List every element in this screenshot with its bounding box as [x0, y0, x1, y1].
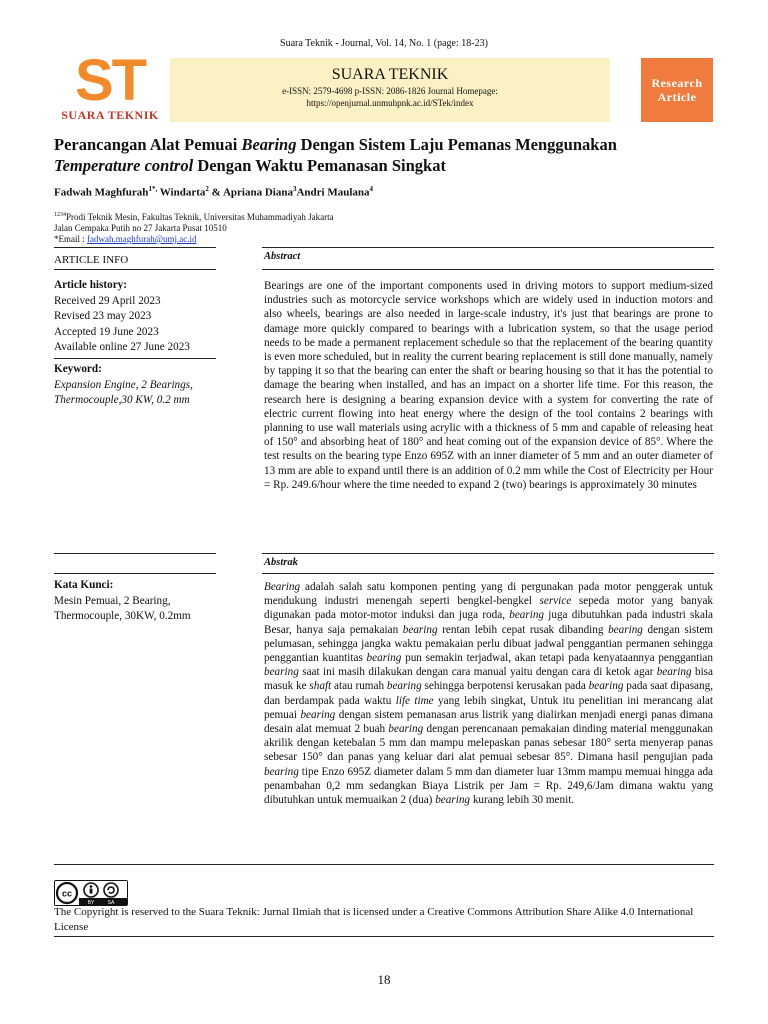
abstrak-heading: Abstrak [264, 557, 298, 568]
abstrak-italic-term: service [539, 595, 572, 608]
abstrak-segment: kurang lebih 30 menit. [470, 794, 575, 807]
journal-issn: e-ISSN: 2579-4698 p-ISSN: 2086-1826 Journal Homepage: [282, 86, 498, 96]
abstrak-italic-term: bearing [300, 708, 336, 721]
email-link[interactable]: fadwah.maghfurah@umj.ac.id [87, 234, 197, 244]
abstrak-italic-term: bearing [366, 652, 402, 665]
article-info-heading: ARTICLE INFO [54, 254, 129, 266]
author-sup: 3 [292, 185, 297, 193]
abstrak-italic-term: bearing [264, 765, 299, 778]
abstrak-segment: tipe Enzo 695Z diameter dalam 5 mm dan diameter luar 13mm mampu memuai hingga ada penambahan 0,2 mm sedangkan Biaya Listrik per Jam = Rp. 249,6/Jam dimana waktu yang dibutuhkan untuk memuaikan 2 (dua) [264, 765, 713, 807]
abstrak-text [264, 580, 713, 807]
research-article-badge [641, 58, 713, 122]
history-label: Article history: [54, 279, 128, 291]
author-name: Apriana Diana [222, 186, 293, 199]
logo-name: SUARA TEKNIK [61, 108, 159, 122]
author-list [54, 185, 714, 199]
by-label: BY [87, 900, 95, 905]
abstract-heading: Abstract [264, 251, 301, 262]
logo-letters: ST [74, 48, 146, 113]
affiliation [54, 210, 714, 245]
title-part: Perancangan Alat Pemuai [54, 135, 242, 154]
divider [262, 269, 714, 270]
kata-kunci-block [54, 578, 216, 625]
license-text: The Copyright is reserved to the Suara Teknik: Jurnal Ilmiah that is licensed under a Creative Commons Attribution Share Alike 4.0 International License [54, 906, 694, 933]
divider [54, 247, 216, 248]
sa-label: SA [107, 900, 115, 905]
abstrak-italic-term: bearing [656, 666, 692, 679]
keywords: Expansion Engine, 2 Bearings, Thermocouple,30 KW, 0.2 mm [54, 378, 193, 406]
abstrak-segment: dengan sistem pelumasan, sehingga jangka waktu pemakaian perlu dibuat jadwal penggantian permanen sehingga penggantian kuantitas [264, 623, 713, 665]
abstrak-italic-term: bearing [402, 623, 438, 636]
abstrak-italic-term: bearing [388, 723, 424, 736]
divider [54, 269, 216, 270]
author-sup: 4 [369, 185, 373, 193]
abstrak-segment: atau rumah [331, 680, 387, 693]
author-name: Fadwah Maghfurah [54, 186, 149, 199]
cc-by-sa-icon [55, 881, 127, 905]
keywords-block [54, 362, 216, 409]
online-date: Available online 27 June 2023 [54, 341, 190, 353]
revised-date: Revised 23 may 2023 [54, 310, 152, 322]
abstrak-italic-term: life time [395, 694, 434, 707]
svg-text:cc: cc [61, 888, 73, 899]
divider [54, 864, 714, 865]
affil-line-2: Jalan Cempaka Putih no 27 Jakarta Pusat 10510 [54, 223, 227, 233]
abstrak-segment: juga dibutuhkan pada industri skala Besar, hanya saja pemakaian [264, 609, 713, 636]
abstrak-italic-term: Bearing [264, 581, 301, 593]
abstrak-segment: sehingga berpotensi kerusakan pada [421, 680, 589, 693]
abstrak-segment: pun semakin terjadwal, akan tetapi pada kenyataannya penggantian [401, 652, 713, 665]
abstrak-segment: rentan lebih cepat rusak dibanding [437, 623, 609, 636]
abstrak-segment: adalah salah satu komponen penting yang di pergunakan pada motor penggerak untuk mendukung industri menengah seperti bengkel-bengkel [264, 581, 713, 608]
affil-line-1: Prodi Teknik Mesin, Fakultas Teknik, Universitas Muhammadiyah Jakarta [66, 212, 334, 222]
abstrak-italic-term: bearing [435, 794, 471, 807]
abstrak-segment: bisa masuk ke [264, 666, 713, 693]
abstract-text: Bearings are one of the important components used in driving motors to support medium-sized industries such as motorcycle service workshops which are widely used in induction motors and also wheels, bearings are also needed in large-scale industry, it's just that bearings are prone to damage more quickly compared to bearings with a lubrication system, so that the usage period needs to be made a permanent replacement schedule so that the replacement of the bearing quantity is even more scheduled, but in reality the current bearing replacement is still done manually, namely by tapping it so that the bearing can enter the shaft or bearing housing so that it has the potential to damage the bearing when installed, and has an impact on a shorter life time. For this reason, the research here is designing a bearing expansion device with a system for converting the rate of electric current flowing into heat energy where the design of the tool contains 2 bearings with planning to use wall materials using acrylic with a thickness of 5 mm and capable of releasing heat of 150° and absorbing heat of 180° and heat coming out of the expansion device of 85°. Where the test results on the bearing type Enzo 695Z with an inner diameter of 5 mm and an outer diameter of 13 mm are able to expand until there is an addition of 0.2 mm while the Cost of Electricity per Hour = Rp. 249.6/hour where the time needed to expand 2 (two) bearings is approximately 30 minutes [264, 280, 713, 491]
title-part-italic: Bearing [241, 135, 297, 154]
author-name: Windarta [157, 186, 206, 199]
divider [54, 358, 216, 359]
abstrak-segment: yang lebih singkat, Untuk itu penelitian ini merancang alat pemuai [264, 694, 713, 721]
abstrak-italic-term: shaft [309, 680, 332, 693]
author-sup: 2 [205, 185, 209, 193]
divider [54, 553, 216, 554]
divider [262, 247, 714, 248]
abstrak-italic-term: bearing [386, 680, 422, 693]
journal-header-band [170, 58, 610, 122]
title-part-italic: Temperature control [54, 156, 194, 175]
accepted-date: Accepted 19 June 2023 [54, 325, 159, 338]
keyword-label: Keyword: [54, 363, 102, 375]
badge-line-2: Article [657, 90, 697, 104]
author-sup: 1*, [148, 185, 158, 193]
cc-license-badge[interactable] [54, 880, 128, 906]
author-name: Andri Maulana [296, 186, 370, 199]
page-number: 18 [377, 972, 391, 987]
affil-sup: 1234 [54, 212, 66, 218]
abstrak-italic-term: bearing [588, 680, 624, 693]
article-history [54, 278, 216, 356]
title-part: Dengan Waktu Pemanasan Singkat [193, 156, 446, 175]
abstrak-segment: saat ini masih dilakukan dengan cara manual yaitu dengan cara di ketok agar [298, 666, 657, 679]
divider [262, 553, 714, 554]
abstrak-italic-term: bearing [509, 609, 545, 622]
abstrak-segment: pada saat dipasang, dan berdampak pada waktu [264, 680, 713, 707]
title-part: Dengan Sistem Laju Pemanas Menggunakan [296, 135, 617, 154]
author-sep: & [208, 186, 223, 199]
abstrak-italic-term: bearing [264, 666, 299, 679]
abstrak-segment: dengan perencanaan pemakaian dinding material menggunakan akrilik dengan ketebalan 5 mm dan mampu melepaskan panas sebesar 180° serta menyerap panas sebesar 150° dan panas yang keluar dari alat pemuai sebesar 85°. Dimana hasil pengujian pada [264, 723, 714, 764]
kata-kunci-label: Kata Kunci: [54, 579, 114, 591]
received-date: Received 29 April 2023 [54, 294, 161, 307]
abstrak-segment: dengan sistem pemanasan arus listrik yang dialirkan menjadi energi panas dimana desain alat memuat 2 buah [264, 708, 713, 736]
running-head: Suara Teknik - Journal, Vol. 14, No. 1 (page: 18-23) [280, 38, 488, 49]
kata-kunci: Mesin Pemuai, 2 Bearing, Thermocouple, 30KW, 0.2mm [54, 594, 191, 622]
email-label: *Email : [54, 234, 87, 244]
journal-name: SUARA TEKNIK [331, 66, 449, 83]
journal-logo [54, 48, 166, 122]
divider [54, 573, 216, 574]
divider [262, 573, 714, 574]
badge-line-1: Research [651, 76, 703, 90]
divider [54, 936, 714, 937]
abstrak-segment: sepeda motor yang banyak digunakan pada motor-motor induksi dan juga roda, [264, 595, 713, 622]
paper-title [54, 134, 714, 176]
journal-homepage-link[interactable]: https://openjurnal.unmuhpnk.ac.id/STek/index [306, 98, 474, 108]
abstrak-italic-term: bearing [608, 623, 643, 636]
